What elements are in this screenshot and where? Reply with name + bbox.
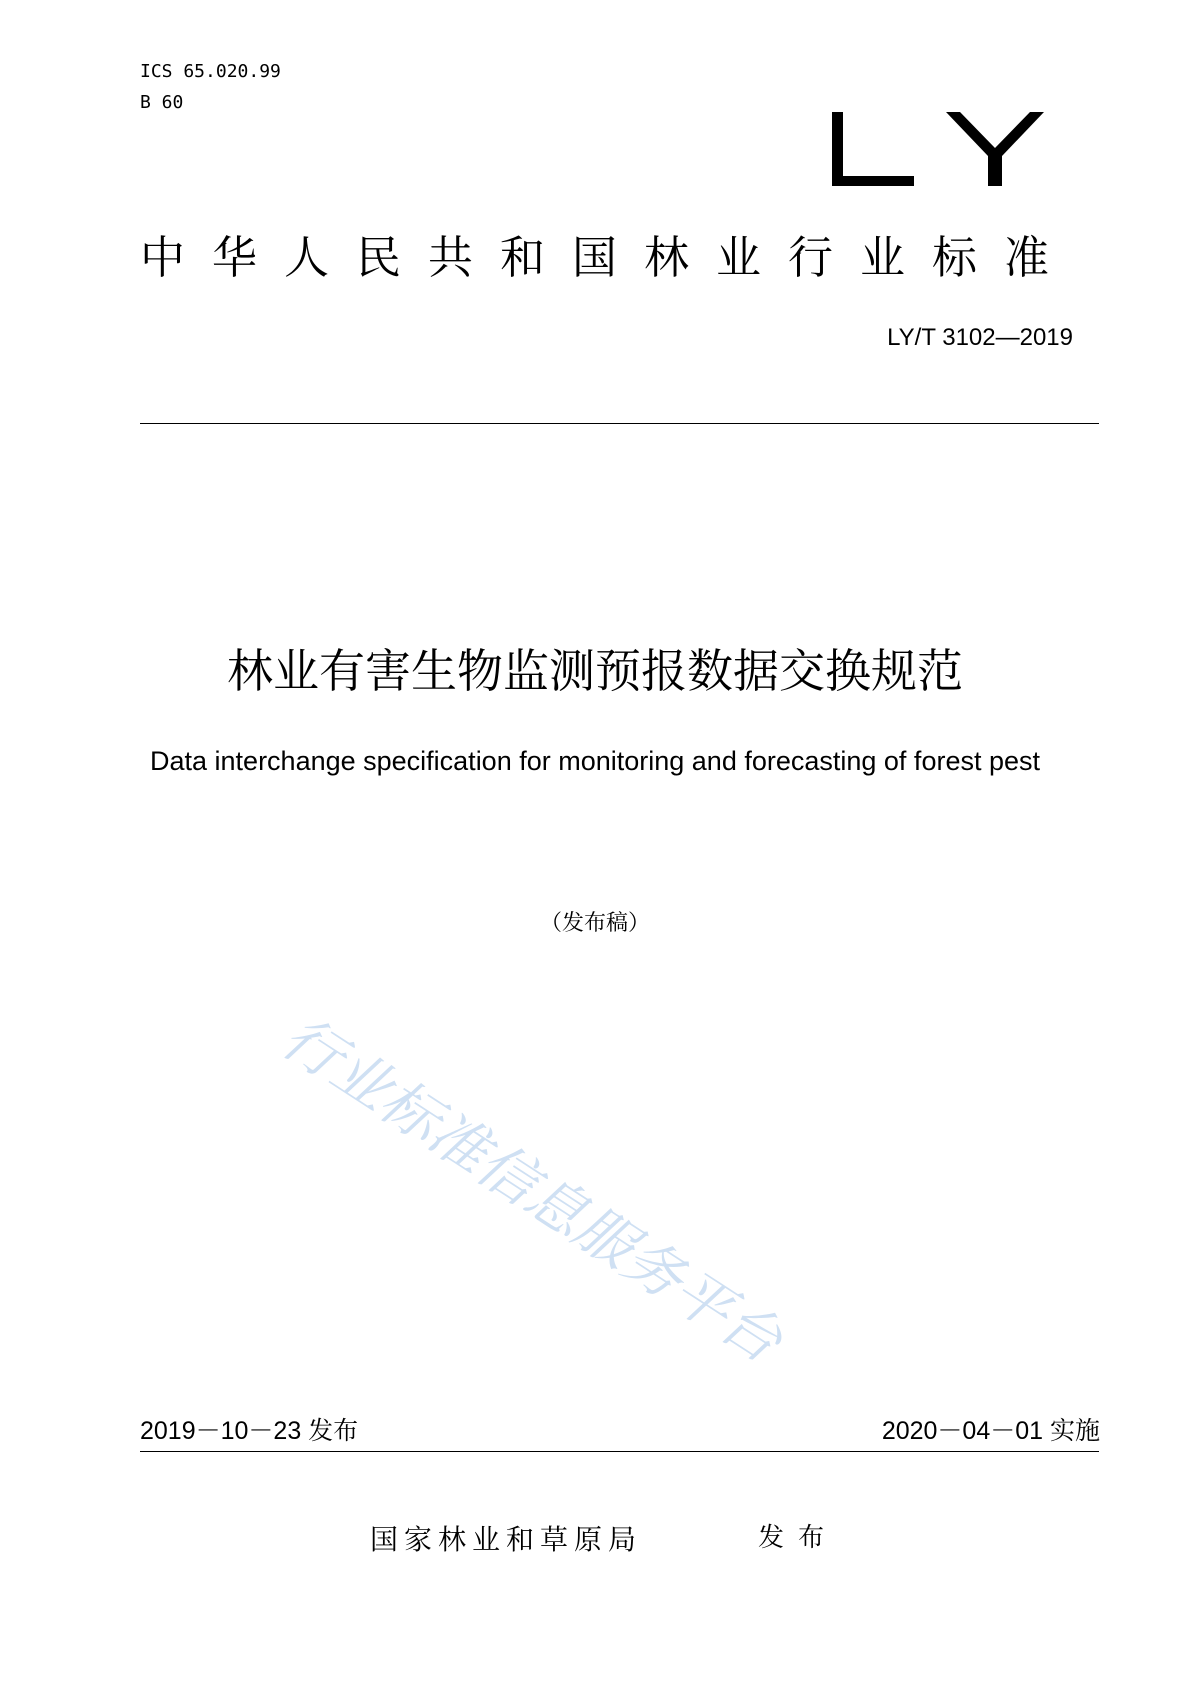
ics-code: ICS 65.020.99: [140, 61, 281, 82]
logo-letter-l-base: [832, 176, 914, 186]
logo-letter-y-stem: [988, 148, 1002, 186]
standard-type-title: 中华人民共和国林业行业标准: [140, 231, 1077, 284]
watermark: 行业标准信息服务平台: [270, 1002, 794, 1376]
release-date: 2019－10－23 发布: [140, 1417, 359, 1445]
issuing-authority: 国家林业和草原局: [370, 1523, 643, 1556]
header-divider: [140, 423, 1099, 424]
document-title-cn: 林业有害生物监测预报数据交换规范: [227, 644, 963, 698]
logo-letter-y-left-arm: [946, 112, 995, 156]
implementation-date: 2020－04－01 实施: [881, 1417, 1100, 1445]
logo-letter-l-stem: [832, 112, 843, 186]
ccs-code: B 60: [140, 92, 184, 113]
standard-number: LY/T 3102—2019: [887, 324, 1073, 351]
draft-status: （发布稿）: [539, 911, 650, 936]
issue-label: 发布: [758, 1523, 839, 1553]
logo-letter-y-right-arm: [995, 112, 1044, 156]
document-title-en: Data interchange specification for monitoring and forecasting of forest pest: [150, 746, 1040, 776]
ly-logo: [832, 108, 1052, 188]
footer-divider: [140, 1451, 1099, 1452]
